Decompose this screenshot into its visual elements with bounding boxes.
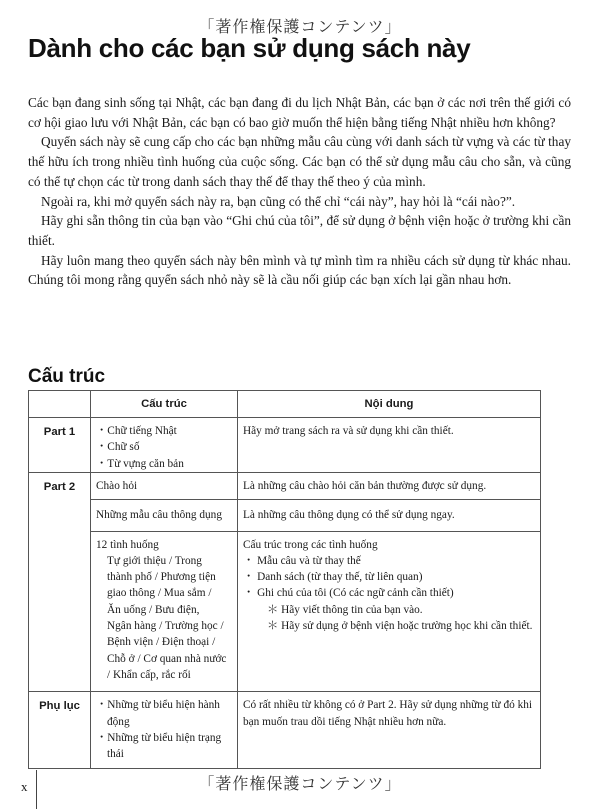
situations-content-note: ＊ Hãy viết thông tin của bạn vào. <box>267 603 423 616</box>
situations-content-item: ・ Ghi chú của tôi (Có các ngữ cảnh cần thiết) <box>243 587 454 600</box>
situation-line: Bệnh viện / Điện thoại / <box>107 636 216 649</box>
paragraph-4: Hãy ghi sẵn thông tin của bạn vào “Ghi chú của tôi”, để sử dụng ở bệnh viện hoặc ở trường khi cần thiết. <box>28 213 571 248</box>
header-structure: Cấu trúc <box>91 391 238 418</box>
part2-label: Part 2 <box>29 473 91 692</box>
situations-content-item: ・ Danh sách (từ thay thế, từ liên quan) <box>243 571 423 584</box>
part1-content-text: Hãy mở trang sách ra và sử dụng khi cần thiết. <box>243 425 454 437</box>
part1-content <box>238 418 541 473</box>
table-row-part1 <box>29 418 541 473</box>
table-header-row <box>29 391 541 418</box>
situations-content-note: ＊ Hãy sử dụng ở bệnh viện hoặc trường học khi cần thiết. <box>267 620 533 633</box>
appendix-structure-line: thái <box>107 748 124 761</box>
paragraph-1: Các bạn đang sinh sống tại Nhật, các bạn đang đi du lịch Nhật Bản, các bạn ở các nơi trên thế giới có cơ hội giao lưu với Nhật Bản, các bạn có bao giờ muốn thể hiện bằng tiếng Nhật nhiều hơn không? <box>28 95 571 130</box>
paragraph-2: Quyển sách này sẽ cung cấp cho các bạn những mẫu câu cùng với danh sách từ vựng và các từ thay thế hữu ích trong nhiều tình huống của cuộc sống. Các bạn có thể sử dụng mẫu câu cho sẵn, và cũng có thể tự chọn các từ trong danh sách thay thế để thay thế theo ý của mình. <box>28 134 571 189</box>
situation-line: Ngân hàng / Trường học / <box>107 620 224 633</box>
situations-content-item: ・ Mẫu câu và từ thay thế <box>243 554 361 567</box>
situations-heading: 12 tình huống <box>96 538 159 551</box>
situation-line: thành phố / Phương tiện <box>107 571 216 584</box>
page-title: Dành cho các bạn sử dụng sách này <box>28 33 471 63</box>
situation-line: giao thông / Mua sắm / <box>107 587 212 600</box>
table-row-part2-greetings <box>29 473 541 500</box>
part2-phrases-structure <box>91 500 238 531</box>
part1-label: Part 1 <box>29 418 91 473</box>
situation-line: Tự giới thiệu / Trong <box>107 554 202 567</box>
part2-phrases-structure-text: Những mẫu câu thông dụng <box>96 509 222 522</box>
situation-line: Ăn uống / Bưu điện, <box>107 603 200 616</box>
appendix-structure-line: động <box>107 715 130 728</box>
appendix-structure-line: ・Những từ biểu hiện hành <box>96 699 220 712</box>
part1-structure-item: ・Chữ số <box>96 441 140 454</box>
part2-situations-structure <box>91 531 238 692</box>
appendix-content-text: Có rất nhiều từ không có ở Part 2. Hãy sử dụng những từ đó khi bạn muốn trau dồi tiếng Nhật nhiều hơn nữa. <box>243 699 533 728</box>
appendix-label: Phụ lục <box>29 692 91 769</box>
intro-text <box>28 93 571 290</box>
part2-greetings-structure <box>91 473 238 500</box>
part1-structure-item: ・Chữ tiếng Nhật <box>96 425 177 437</box>
paragraph-5: Hãy luôn mang theo quyển sách này bên mình và tự mình tìm ra nhiều cách sử dụng từ khác nhau. Chúng tôi mong rằng quyển sách nhỏ này sẽ là cầu nối giúp các bạn xích lại gần nhau hơn. <box>28 252 571 288</box>
part1-structure-item: ・Từ vựng căn bản <box>96 457 184 470</box>
part2-greetings-content-text: Là những câu chào hỏi căn bản thường được sử dụng. <box>243 480 487 492</box>
page-number: x <box>21 779 28 794</box>
structure-table <box>28 390 541 769</box>
situations-content-heading: Cấu trúc trong các tình huống <box>243 538 378 551</box>
watermark-top: 「著作権保護コンテンツ」 <box>198 17 402 36</box>
appendix-content <box>238 692 541 769</box>
part1-structure <box>91 418 238 473</box>
part2-phrases-content <box>238 500 541 531</box>
header-content: Nội dung <box>238 391 541 418</box>
situation-line: Chỗ ở / Cơ quan nhà nước <box>107 652 227 665</box>
part2-phrases-content-text: Là những câu thông dụng có thể sử dụng ngay. <box>243 509 455 522</box>
section-title: Cấu trúc <box>28 366 106 387</box>
table-row-part2-phrases <box>29 500 541 531</box>
part2-situations-content <box>238 531 541 692</box>
appendix-structure <box>91 692 238 769</box>
table-row-appendix <box>29 692 541 769</box>
part2-greetings-content <box>238 473 541 500</box>
table-row-part2-situations <box>29 531 541 692</box>
paragraph-3: Ngoài ra, khi mở quyển sách này ra, bạn cũng có thể chỉ “cái này”, hay hỏi là “cái nào?”. <box>41 193 516 209</box>
header-empty <box>29 391 91 418</box>
watermark-bottom: 「著作権保護コンテンツ」 <box>198 774 402 793</box>
appendix-structure-line: ・Những từ biểu hiện trạng <box>96 731 222 744</box>
part2-greetings-structure-text: Chào hỏi <box>96 480 138 492</box>
situation-line: / Khẩn cấp, rắc rối <box>107 668 191 681</box>
